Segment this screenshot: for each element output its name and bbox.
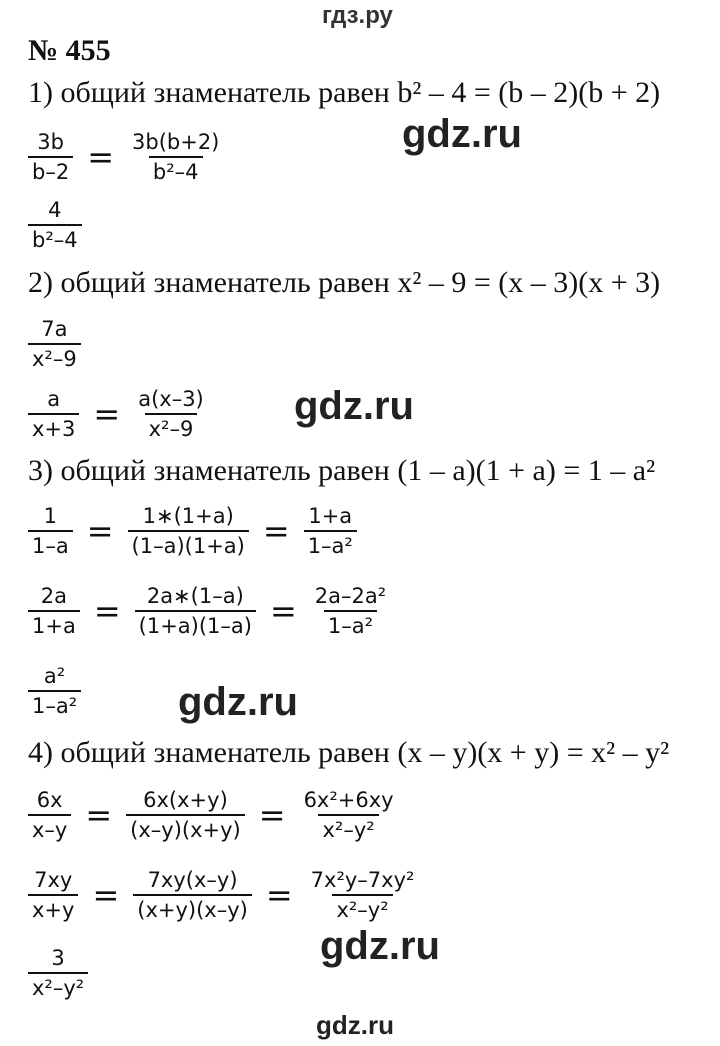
fraction [28,502,73,561]
fraction-numerator: 3b [37,130,64,154]
equals-sign: = [258,796,286,835]
fraction [133,866,252,925]
fraction-denominator: 1–a² [324,610,377,640]
fraction-numerator: a [47,387,61,411]
fraction-denominator: (x–y)(x+y) [126,814,245,844]
fraction-denominator: x²–y² [28,972,88,1002]
site-label: гдз.ру [322,2,393,29]
fraction [28,866,78,925]
fraction [128,502,249,561]
equals-sign: = [93,395,121,434]
fraction-numerator: 1∗(1+a) [142,504,234,528]
fraction [28,315,81,374]
fraction [28,662,81,721]
fraction-numerator: 3b(b+2) [132,130,220,154]
section-1-row-2 [28,196,82,255]
equals-sign: = [86,512,114,551]
fraction-denominator: x+y [28,894,78,924]
fraction [300,786,398,845]
fraction [28,786,71,845]
fraction-denominator: 1–a [28,530,73,560]
fraction-denominator: x²–y² [332,894,392,924]
fraction-numerator: 6x²+6xy [303,788,394,812]
watermark-1: gdz.ru [402,112,522,156]
section-2-row-1 [28,315,81,374]
fraction [28,196,82,255]
fraction-denominator: b–2 [28,156,73,186]
section-4-row-3 [28,944,88,1003]
fraction-denominator: x–y [28,814,71,844]
watermark-4: gdz.ru [320,924,440,968]
section-3-row-1 [28,502,357,561]
fraction-numerator: 2a∗(1–a) [146,584,244,608]
fraction-numerator: a(x–3) [138,387,204,411]
equals-sign: = [262,512,290,551]
fraction-denominator: (x+y)(x–y) [133,894,252,924]
fraction-denominator: 1–a² [304,530,357,560]
fraction [28,944,88,1003]
section-1-heading: 1) общий знаменатель равен b² – 4 = (b – 2)(b + 2) [28,76,661,109]
fraction-numerator: 6x [36,788,63,812]
fraction-denominator: x²–9 [145,413,198,443]
fraction-denominator: 1+a [28,610,80,640]
section-4-row-2 [28,866,418,925]
section-2-row-2 [28,385,208,444]
fraction-denominator: x+3 [28,413,79,443]
fraction-numerator: 2a–2a² [314,584,387,608]
fraction [128,128,223,187]
fraction-denominator: b²–4 [149,156,203,186]
fraction-numerator: 7a [41,317,68,341]
section-4-row-1 [28,786,398,845]
section-3-row-3 [28,662,81,721]
section-4-heading: 4) общий знаменатель равен (x – y)(x + y) = x² – y² [28,736,670,769]
fraction-denominator: x²–9 [28,343,81,373]
fraction-numerator: 1 [43,504,58,528]
fraction-numerator: 6x(x+y) [143,788,228,812]
fraction-denominator: (1+a)(1–a) [135,610,256,640]
fraction [134,385,208,444]
fraction-numerator: 2a [40,584,68,608]
footer-watermark: gdz.ru [316,1010,394,1040]
section-3-heading: 3) общий знаменатель равен (1 – a)(1 + a) = 1 – a² [28,454,656,487]
equals-sign: = [92,876,120,915]
fraction-numerator: 7xy(x–y) [147,868,238,892]
watermark-2: gdz.ru [294,384,414,428]
fraction [307,866,419,925]
watermark-3: gdz.ru [178,680,298,724]
equals-sign: = [269,592,297,631]
fraction [304,502,357,561]
fraction-numerator: 3 [51,946,65,970]
fraction-denominator: 1–a² [28,690,81,720]
fraction [28,128,73,187]
section-1-row-1 [28,128,223,187]
fraction-numerator: 7x²y–7xy² [310,868,415,892]
fraction-numerator: a² [43,664,66,688]
fraction-denominator: x²–y² [318,814,378,844]
equals-sign: = [265,876,293,915]
section-3-row-2 [28,582,390,641]
fraction-denominator: b²–4 [28,224,82,254]
fraction [126,786,245,845]
fraction [28,582,80,641]
equals-sign: = [87,138,115,177]
fraction [135,582,256,641]
fraction-denominator: (1–a)(1+a) [128,530,249,560]
problem-number: № 455 [28,34,111,67]
fraction-numerator: 4 [48,198,62,222]
fraction [28,385,79,444]
fraction-numerator: 1+a [308,504,353,528]
fraction-numerator: 7xy [34,868,73,892]
section-2-heading: 2) общий знаменатель равен x² – 9 = (x – 3)(x + 3) [28,266,661,299]
fraction [311,582,390,641]
equals-sign: = [85,796,113,835]
equals-sign: = [93,592,121,631]
